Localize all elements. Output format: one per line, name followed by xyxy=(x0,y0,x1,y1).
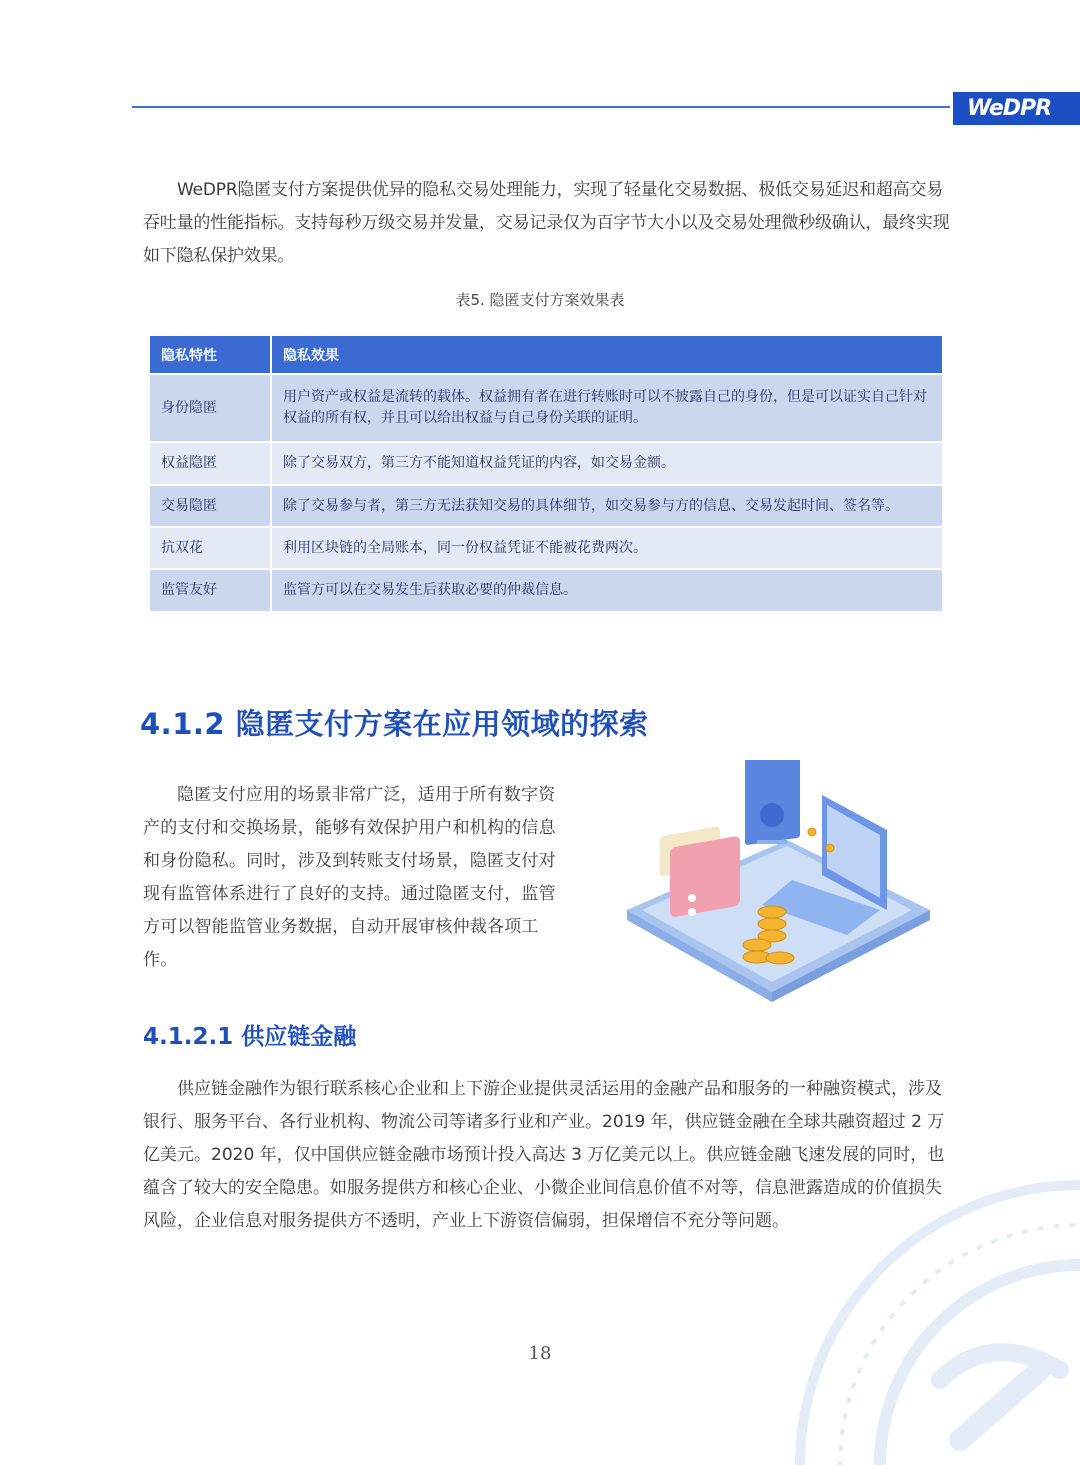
intro-paragraph: WeDPR隐匿支付方案提供优异的隐私交易处理能力，实现了轻量化交易数据、极低交易延迟和超高交易吞吐量的性能指标。支持每秒万级交易并发量，交易记录仅为百字节大小以及交易处理微秒级确认，最终实现如下隐私保护效果。 xyxy=(143,180,950,266)
watermark-emblem xyxy=(790,1170,1080,1465)
subsection-heading: 4.1.2.1 供应链金融 xyxy=(143,1024,357,1050)
table-header-row xyxy=(150,336,942,373)
row-feature: 身份隐匿 xyxy=(150,373,272,441)
row-feature: 权益隐匿 xyxy=(150,441,272,484)
table-caption: 表5. 隐匿支付方案效果表 xyxy=(455,291,625,309)
row-effect: 除了交易参与者，第三方无法获知交易的具体细节，如交易参与方的信息、交易发起时间、签名等。 xyxy=(272,484,942,526)
table-row xyxy=(150,484,942,526)
row-effect: 监管方可以在交易发生后获取必要的仲裁信息。 xyxy=(272,568,942,611)
row-feature: 抗双花 xyxy=(150,526,272,568)
privacy-effects-table xyxy=(150,336,942,611)
section-heading: 4.1.2 隐匿支付方案在应用领域的探索 xyxy=(140,707,649,741)
table-row xyxy=(150,441,942,484)
table-row xyxy=(150,526,942,568)
header-rule xyxy=(132,106,950,108)
header-privacy-effect: 隐私效果 xyxy=(272,336,942,373)
row-feature: 交易隐匿 xyxy=(150,484,272,526)
brand-logo: WeDPR xyxy=(953,92,1080,125)
row-feature: 监管友好 xyxy=(150,568,272,611)
section-paragraph: 隐匿支付应用的场景非常广泛，适用于所有数字资产的支付和交换场景，能够有效保护用户和机构的信息和身份隐私。同时，涉及到转账支付场景，隐匿支付对现有监管体系进行了良好的支持。通过隐匿支付，监管方可以智能监管业务数据，自动开展审核仲裁各项工作。 xyxy=(143,785,556,970)
row-effect: 利用区块链的全局账本，同一份权益凭证不能被花费两次。 xyxy=(272,526,942,568)
table-row xyxy=(150,373,942,441)
row-effect: 用户资产或权益是流转的载体。权益拥有者在进行转账时可以不披露自己的身份，但是可以证实自己针对权益的所有权，并且可以给出权益与自己身份关联的证明。 xyxy=(272,373,942,441)
page-number: 18 xyxy=(528,1343,552,1364)
payment-illustration xyxy=(612,760,942,1010)
header-privacy-feature: 隐私特性 xyxy=(150,336,272,373)
table-row xyxy=(150,568,942,611)
subsection-paragraph: 供应链金融作为银行联系核心企业和上下游企业提供灵活运用的金融产品和服务的一种融资模式，涉及银行、服务平台、各行业机构、物流公司等诸多行业和产业。2019 年，供应链金融在全球共融资超过 2 万亿美元。2020 年，仅中国供应链金融市场预计投入高达 3 万亿美元以上。供应链金融飞速发展的同时，也蕴含了较大的安全隐患。如服务提供方和核心企业、小微企业间信息价值不对等，信息泄露造成的价值损失风险，企业信息对服务提供方不透明，产业上下游资信偏弱，担保增信不充分等问题。 xyxy=(143,1079,945,1231)
row-effect: 除了交易双方，第三方不能知道权益凭证的内容，如交易金额。 xyxy=(272,441,942,484)
